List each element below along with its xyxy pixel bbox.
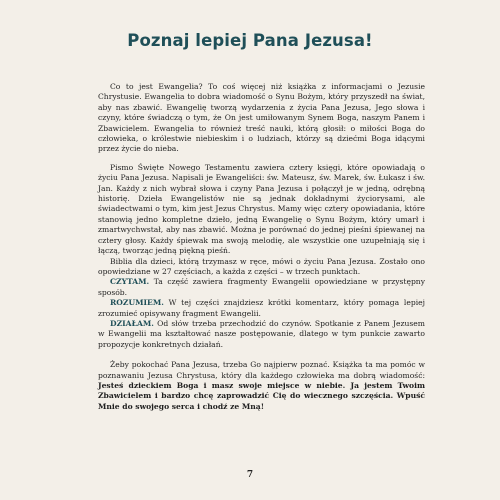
section-dzialam (98, 319, 425, 350)
section-label: CZYTAM. (110, 277, 150, 287)
paragraph-intro: Co to jest Ewangelia? To coś więcej niż książka z informacjami o Jezusie Chrystusie. Ewangelia to dobra wiadomość o Synu Bożym, który przyszedł na świat, aby nas zbawić. Ewangelię tworzą wydarzenia z życia Pana Jezusa, Jego słowa i czyny, które świadczą o tym, że On jest umiłowanym Synem Boga, naszym Panem i Zbawicielem. Ewangelia to również treść nauki, którą głosił: o miłości Boga do człowieka, o królestwie niebieskim i o ludziach, którzy są dziećmi Boga idącymi przez życie do nieba. (98, 82, 425, 154)
paragraph-closing (98, 360, 425, 412)
section-czytam (98, 277, 425, 298)
section-text: Ta część zawiera fragmenty Ewangelii opowiedziane w przystępny sposób. (98, 277, 425, 297)
section-label: DZIAŁAM. (110, 318, 154, 328)
section-label: ROZUMIEM. (110, 298, 164, 308)
closing-quote: Jesteś dzieckiem Boga i masz swoje miejsce w niebie. Ja jestem Twoim Zbawicielem i bardzo chcę zaprowadzić Cię do wiecznego szczęścia. Wpuść Mnie do swojego serca i chodź ze Mną! (98, 380, 425, 411)
page-number: 7 (246, 470, 254, 480)
section-text: Od słów trzeba przechodzić do czynów. Spotkanie z Panem Jezusem w Ewangelii ma kształtować nasze postępowanie, dlatego w tym punkcie zawarto propozycje konkretnych działań. (98, 318, 425, 349)
section-rozumiem (98, 298, 425, 319)
page-body (98, 82, 425, 420)
page-title: Poznaj lepiej Pana Jezusa! (127, 31, 373, 50)
paragraph-testament: Pismo Święte Nowego Testamentu zawiera cztery księgi, które opowiadają o życiu Pana Jezusa. Napisali je Ewangeliści: św. Mateusz, św. Marek, św. Łukasz i św. Jan. Każdy z nich wybrał słowa i czyny Pana Jezusa i połączył je w jedną, odrębną historię. Dzieła Ewangelistów nie są jednak dokładnymi życiorysami, ale świadectwami o tym, kim jest Jezus Chrystus. Mamy więc cztery opowiadania, które stanowią jedno kompletne dzieło, jedną Ewangelię o Synu Bożym, który umarł i zmartwychwstał, aby nas zbawić. Można je porównać do jednej pieśni śpiewanej na cztery głosy. Każdy śpiewak ma swoją melodię, ale wszystkie one uzupełniają się i łączą, tworząc jedną piękną pieśń. (98, 162, 425, 256)
paragraph-bible: Biblia dla dzieci, którą trzymasz w ręce, mówi o życiu Pana Jezusa. Zostało ono opowiedziane w 27 częściach, a każda z części – w trzech punktach. (98, 256, 425, 276)
section-text: W tej części znajdziesz krótki komentarz, który pomaga lepiej zrozumieć opisywany fragment Ewangelii. (98, 298, 425, 318)
closing-intro: Żeby pokochać Pana Jezusa, trzeba Go najpierw poznać. Książka ta ma pomóc w poznawaniu Jezusa Chrystusa, który dla każdego człowieka ma dobrą wiadomość: (98, 360, 425, 380)
